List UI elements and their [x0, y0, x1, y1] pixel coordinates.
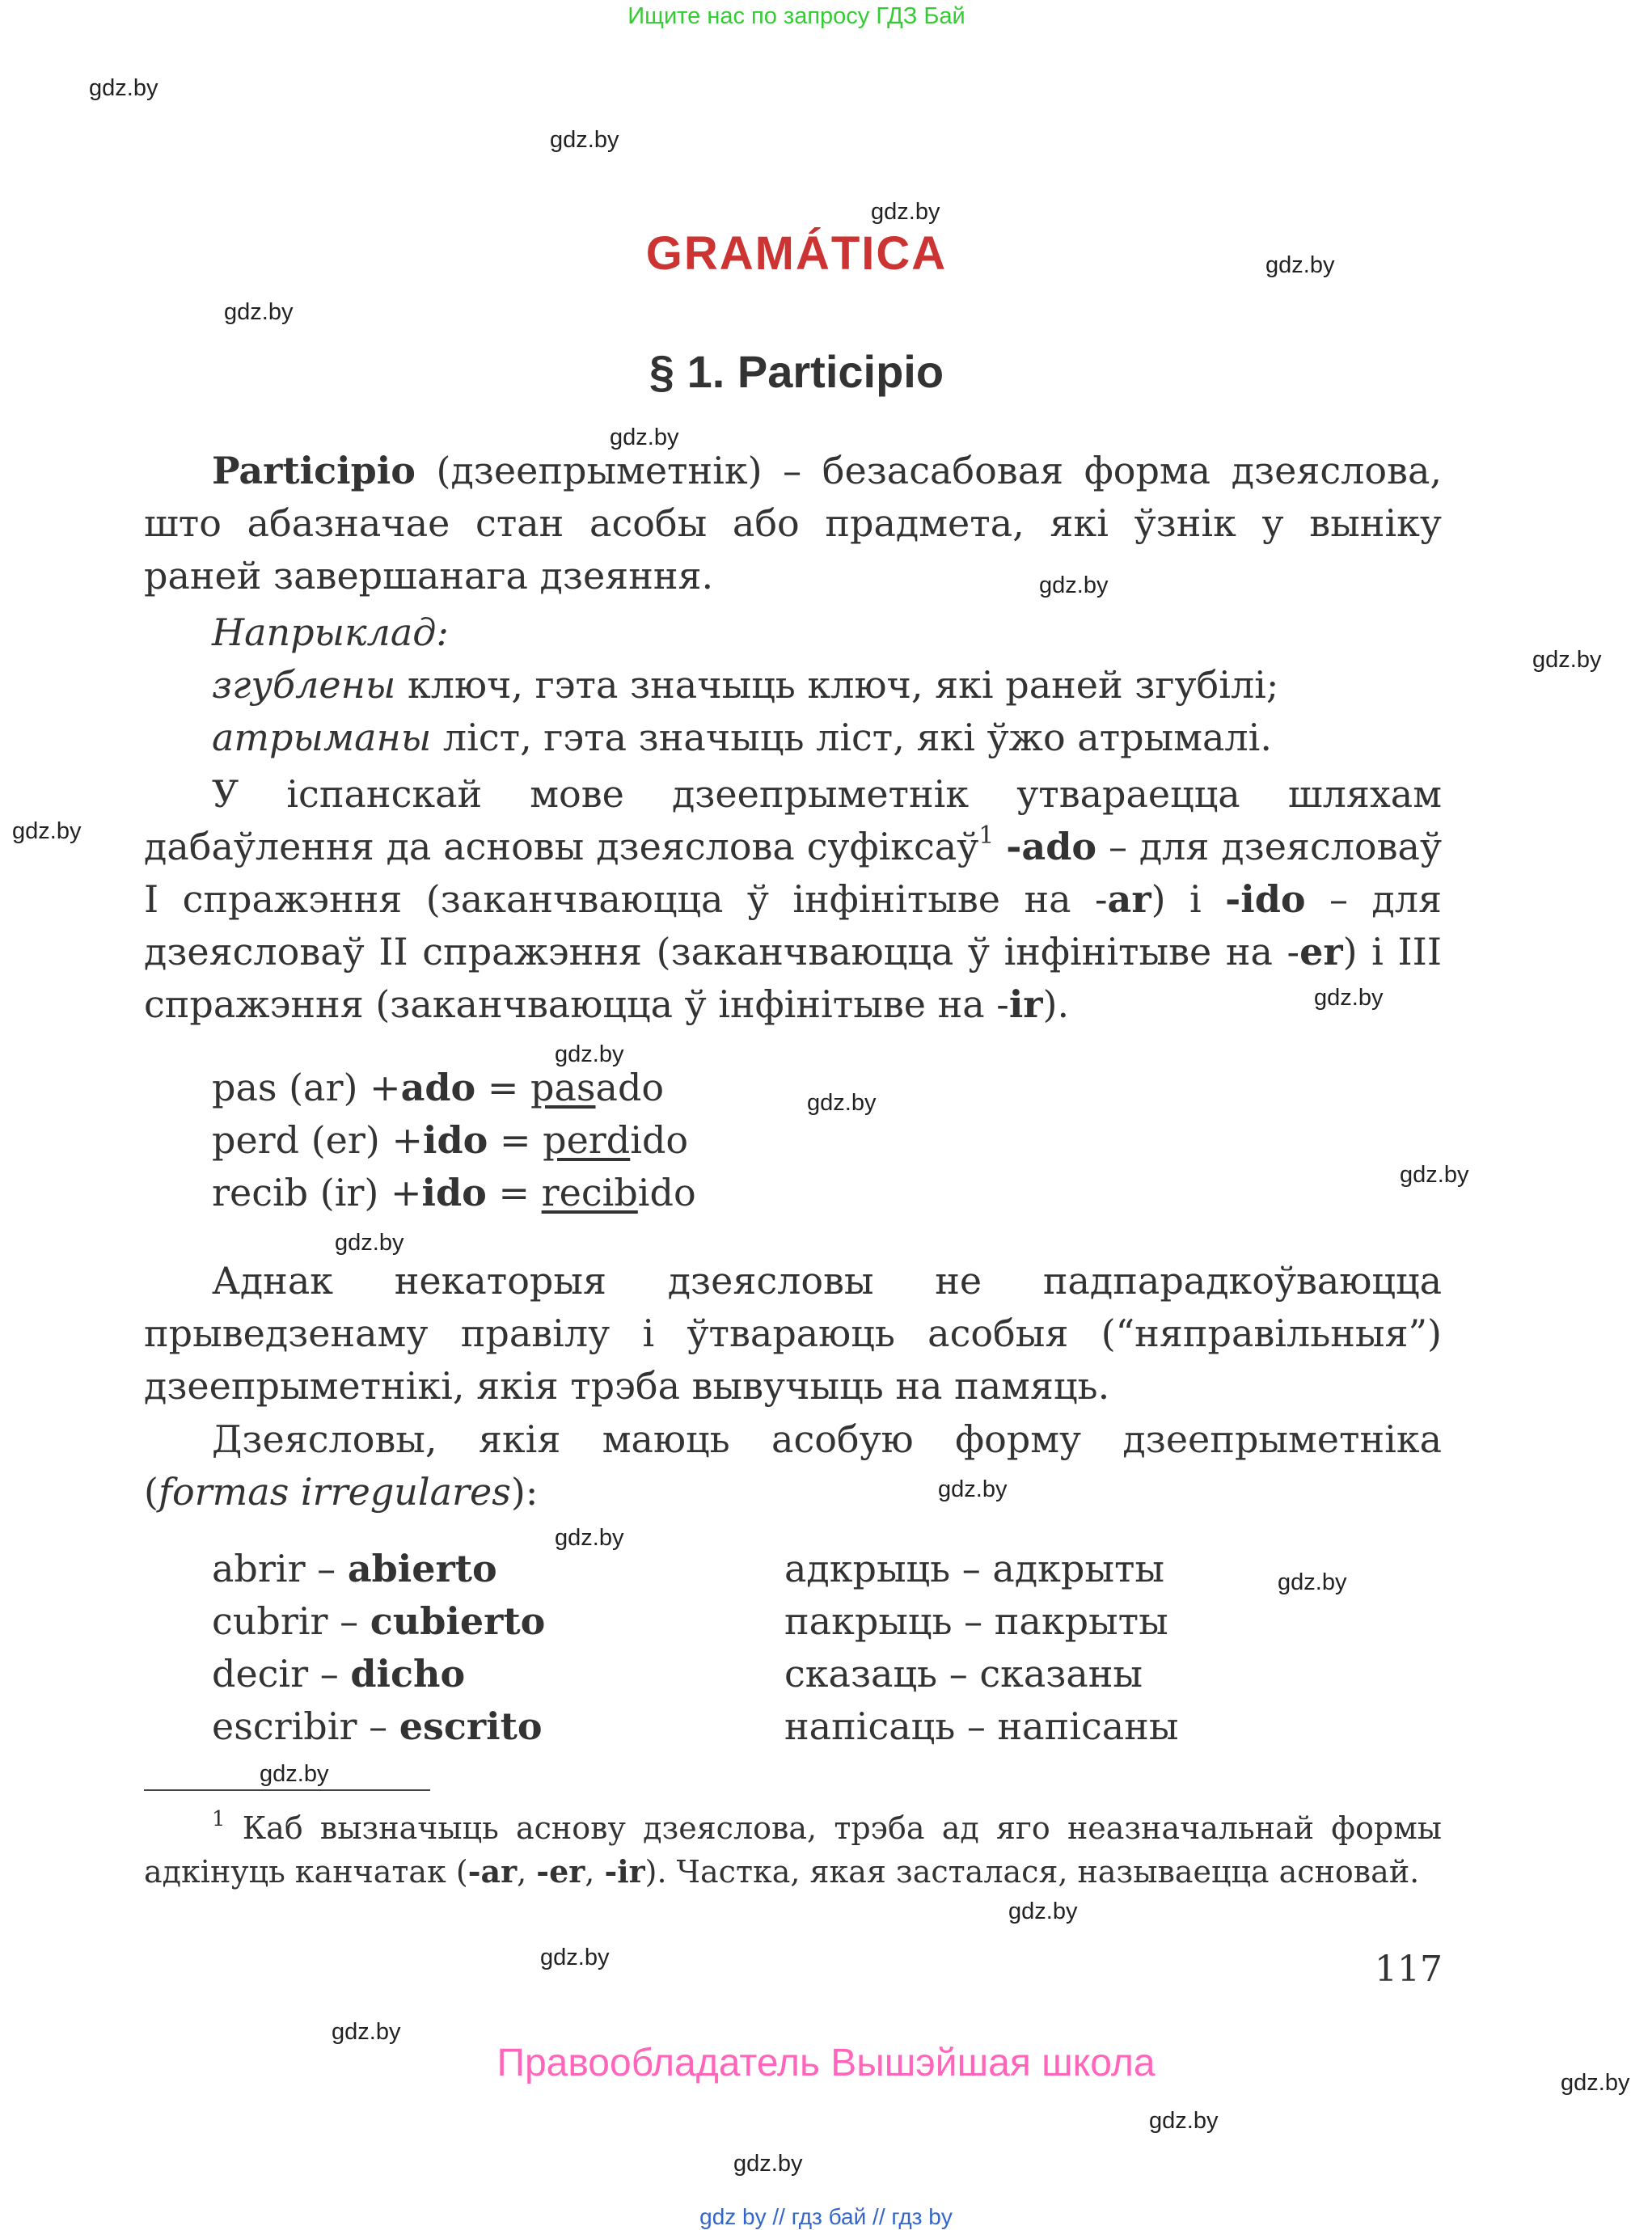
ending: -er [536, 1853, 585, 1890]
section-title: § 1. Participio [649, 346, 944, 397]
example-text: ключ, гэта значыць ключ, які раней згубілі; [395, 663, 1279, 707]
stem-underlined: perd [543, 1118, 631, 1162]
infinitive: decir – [212, 1652, 351, 1696]
participle: escrito [399, 1704, 543, 1748]
example-word: згублены [212, 663, 396, 707]
footnote-ref[interactable]: 1 [978, 821, 995, 850]
ending: -ir [604, 1853, 645, 1890]
suffix-tail: ado [595, 1066, 665, 1109]
example-line-1 [212, 663, 1278, 707]
watermark: gdz.by [540, 1945, 610, 1970]
ending: ir [1008, 982, 1043, 1026]
italic-term: formas irregulares [158, 1470, 511, 1514]
watermark: gdz.by [550, 127, 619, 153]
stem-underlined: recib [541, 1171, 638, 1214]
watermark: gdz.by [224, 299, 294, 325]
page-heading: GRAMÁTICA [645, 227, 948, 280]
watermark: gdz.by [1314, 985, 1384, 1011]
ending: (ir) + [308, 1171, 422, 1214]
watermark: gdz.by [938, 1476, 1008, 1502]
irregular-translation: адкрыць – адкрыты [784, 1547, 1165, 1590]
irregular-item [212, 1547, 497, 1590]
watermark: gdz.by [12, 818, 82, 844]
example-label: Напрыклад: [212, 610, 449, 654]
bottom-links[interactable]: gdz by // гдз бай // гдз by [699, 2204, 953, 2229]
example-line-2 [212, 716, 1272, 759]
footnote [144, 1806, 1442, 1894]
watermark: gdz.by [1400, 1162, 1469, 1188]
suffix: ido [421, 1171, 487, 1214]
formula-row [212, 1118, 688, 1162]
formation-paragraph [144, 768, 1442, 1031]
stem: recib [212, 1171, 309, 1214]
text: Дзеясловы, якія маюць асобую форму дзеепрыметніка ( [144, 1417, 1442, 1514]
participle: cubierto [370, 1599, 546, 1643]
ending: er [1299, 930, 1343, 974]
watermark: gdz.by [807, 1090, 877, 1116]
irregular-item [212, 1652, 465, 1696]
watermark: gdz.by [1532, 647, 1602, 673]
definition-paragraph [144, 445, 1442, 602]
text: , [585, 1854, 605, 1890]
watermark: gdz.by [610, 424, 679, 450]
irregular-label [144, 1413, 1442, 1518]
suffix: ado [400, 1066, 476, 1109]
watermark: gdz.by [1561, 2070, 1630, 2096]
stem: perd [212, 1118, 300, 1162]
stem: pas [212, 1066, 277, 1109]
watermark: gdz.by [260, 1761, 329, 1787]
ending: -ar [467, 1853, 518, 1890]
text: Каб вызначыць аснову дзеяслова, трэба ад яго неазначальнай формы адкінуць канчатак ( [144, 1810, 1442, 1890]
text: , [517, 1854, 537, 1890]
text: ): [510, 1470, 539, 1514]
watermark: gdz.by [871, 199, 940, 225]
text: – для дзеясловаў II спражэння (заканчваюцца ў інфінітыве на - [144, 877, 1442, 974]
irregular-intro: Аднак некаторыя дзеясловы не падпарадкоўваюцца прыведзенаму правілу і ўтвараюць асобыя (“няправільныя”) дзеепрыметнікі, якія трэба вывучыць на памяць. [144, 1259, 1442, 1408]
text: – для дзеясловаў I спражэння (заканчваюцца ў інфінітыве на - [144, 825, 1443, 921]
definition-term: Participio [212, 449, 416, 492]
suffix: -ido [1225, 877, 1306, 921]
suffix-tail: ido [637, 1171, 696, 1214]
text: ). [1042, 982, 1070, 1026]
watermark: gdz.by [1149, 2108, 1219, 2134]
suffix-tail: ido [630, 1118, 689, 1162]
text: ) і [1151, 877, 1226, 921]
irregular-item [212, 1704, 543, 1748]
infinitive: cubrir – [212, 1599, 370, 1643]
footnote-divider [144, 1789, 430, 1791]
equals: = [475, 1066, 531, 1109]
ending: (ar) + [277, 1066, 401, 1109]
irregular-item [212, 1599, 545, 1643]
participle: abierto [347, 1547, 497, 1590]
watermark: gdz.by [733, 2151, 803, 2177]
suffix: ido [423, 1118, 488, 1162]
irregular-translation: сказаць – сказаны [784, 1652, 1143, 1696]
watermark: gdz.by [555, 1525, 624, 1551]
example-word: атрыманы [212, 716, 432, 759]
watermark: gdz.by [335, 1230, 404, 1256]
watermark: gdz.by [1008, 1898, 1078, 1924]
ending: (er) + [299, 1118, 424, 1162]
irregular-translation: напісаць – напісаны [784, 1704, 1179, 1748]
text: У іспанскай мове дзеепрыметнік утвараецца шляхам дабаўлення да асновы дзеяслова суфіксаў [144, 772, 1442, 868]
page-number: 117 [1375, 1949, 1443, 1990]
ending: ar [1107, 877, 1151, 921]
text: ) і III спражэння (заканчваюцца ў інфінітыве на - [144, 930, 1442, 1026]
suffix: -ado [1006, 825, 1097, 868]
stem-underlined: pas [530, 1066, 596, 1109]
watermark: gdz.by [332, 2019, 401, 2045]
irregular-translation: пакрыць – пакрыты [784, 1599, 1168, 1643]
watermark: gdz.by [89, 75, 158, 101]
footnote-number: 1 [212, 1807, 226, 1831]
copyright-notice: Правообладатель Вышэйшая школа [496, 2042, 1156, 2084]
equals: = [486, 1171, 542, 1214]
formula-row [212, 1066, 664, 1109]
watermark: gdz.by [1278, 1569, 1347, 1595]
top-banner[interactable]: Ищите нас по запросу ГДЗ Бай [627, 3, 965, 29]
participle: dicho [350, 1652, 466, 1696]
infinitive: abrir – [212, 1547, 348, 1590]
equals: = [488, 1118, 543, 1162]
watermark: gdz.by [1265, 252, 1335, 278]
text: ). Частка, якая засталася, называецца асновай. [644, 1854, 1420, 1890]
example-text: ліст, гэта значыць ліст, які ўжо атрымалі. [431, 716, 1272, 759]
formula-row [212, 1171, 696, 1214]
definition-text: (дзеепрыметнік) – безасабовая форма дзеяслова, што абазначае стан асобы або прадмета, які ўзнік у выніку раней завершанага дзеяння. [144, 449, 1442, 598]
text [994, 825, 1006, 868]
infinitive: escribir – [212, 1704, 399, 1748]
watermark: gdz.by [555, 1041, 624, 1067]
watermark: gdz.by [1039, 572, 1109, 598]
